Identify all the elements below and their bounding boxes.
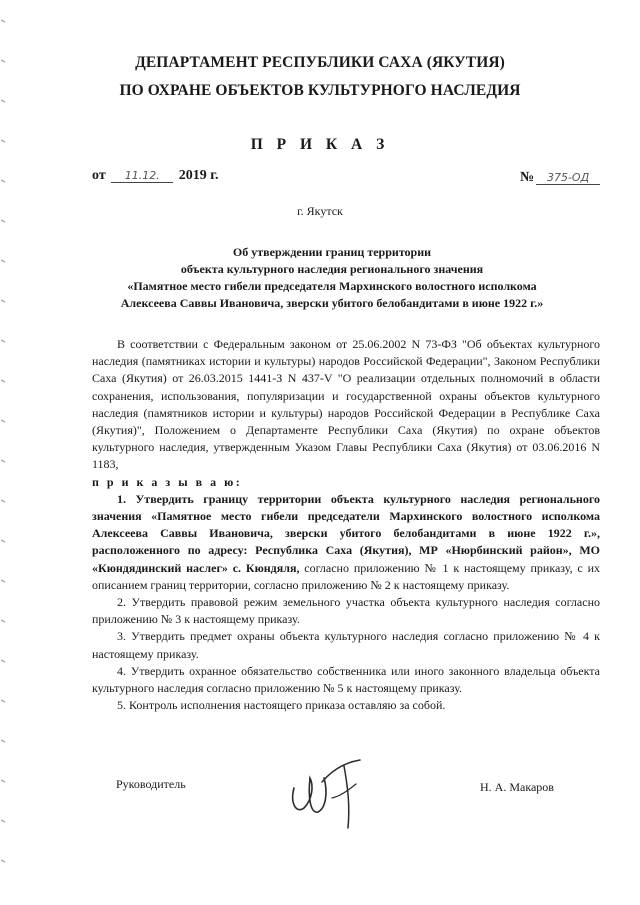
item-5: 5. Контроль исполнения настоящего приказа оставляю за собой. — [117, 698, 446, 713]
subject-line: объекта культурного наследия регионального значения — [180, 262, 484, 276]
preamble-text: В соответствии с Федеральным законом от 25.06.2002 N 73-ФЗ "Об объектах культурного наследия (памятниках истории и культуры) народов Российской Федерации", Законом Республики Саха (Якутия) от 26.03.2015 1441-З N 437-V "О реализации отдельных полномочий в области сохранения, использования, популяризации и государственной охраны объектов культурного наследия (памятников истории и культуры) народов Российской Федерации в Республике Саха (Якутия)", Положением о Департаменте Республики Саха (Якутия) по охране объектов культурного наследия, утвержденным Указом Главы Республики Саха (Якутия) от 03.06.2016 N 1183, — [92, 337, 600, 472]
signatory-role: Руководитель — [116, 777, 186, 791]
date-prefix: от — [92, 168, 106, 183]
preamble-paragraph — [92, 336, 600, 474]
item-2: 2. Утвердить правовой режим земельного участка объекта культурного наследия согласно приложению № 3 к настоящему приказу. — [92, 595, 600, 627]
order-word-paragraph — [92, 474, 600, 491]
item-3: 3. Утвердить предмет охраны объекта культурного наследия согласно приложению № 4 к настоящему приказу. — [92, 629, 600, 661]
subject-line: «Памятное место гибели председателя Мархинского волостного исполкома — [127, 279, 537, 293]
department-title-line1: ДЕПАРТАМЕНТ РЕСПУБЛИКИ САХА (ЯКУТИЯ) — [135, 54, 505, 71]
item-1 — [92, 491, 600, 594]
department-title-line2: ПО ОХРАНЕ ОБЪЕКТОВ КУЛЬТУРНОГО НАСЛЕДИЯ — [119, 82, 521, 99]
item-1-rest: согласно приложению № 1 к настоящему приказу, с их описанием границ территории, согласно приложению № 2 к настоящему приказу. — [92, 560, 600, 592]
order-subject — [82, 244, 582, 312]
item-4: 4. Утвердить охранное обязательство собственника или иного законного владельца объекта культурного наследия согласно приложению № 5 к настоящему приказу. — [92, 663, 600, 696]
item-1-bold: 1. Утвердить границу территории объекта культурного наследия регионального значения «Памятное место гибели председатели Мархинского волостного исполкома Алексеева Саввы Ивановича, зверски убитого белобандитами в июне 1922 г.», расположенного по адресу: Республика Саха (Якутия), МР «Нюрбинский район», МО «Кюндядинский наслег» с. Кюндяля, — [92, 491, 600, 575]
number-prefix: № — [520, 170, 535, 185]
order-word: п р и к а з ы в а ю: — [92, 474, 243, 489]
subject-line: Алексеева Саввы Ивановича, зверски убитого белобандитами в июне 1922 г.» — [120, 296, 544, 310]
number-handwritten: 375-ОД — [536, 171, 600, 185]
date-year: 2019 г. — [178, 168, 219, 183]
document-type: П Р И К А З — [250, 136, 390, 153]
order-body — [92, 336, 600, 714]
subject-line: Об утверждении границ территории — [232, 245, 432, 259]
city: г. Якутск — [297, 204, 343, 218]
signatory-name: Н. А. Макаров — [480, 780, 554, 794]
handwritten-signature — [274, 748, 384, 833]
date-handwritten: 11.12. — [111, 169, 173, 183]
order-number — [520, 170, 600, 186]
order-date — [92, 168, 218, 184]
